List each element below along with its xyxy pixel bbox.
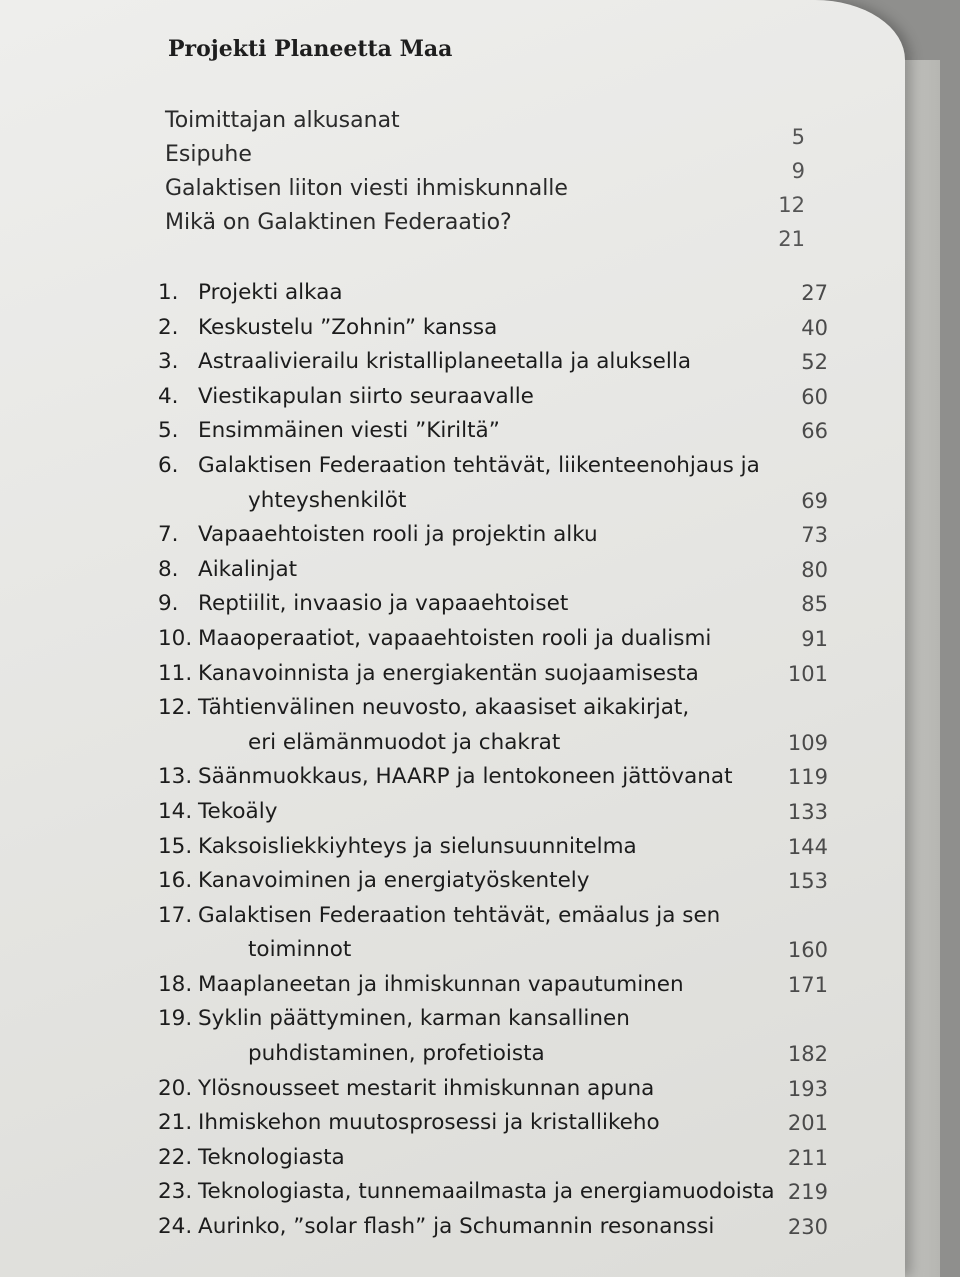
toc-line [158,484,830,519]
front-matter-item [165,206,815,251]
chapter-title: Tekoäly [198,798,278,824]
chapter-page-number: 133 [787,799,828,824]
toc-line [158,449,830,484]
toc-entry [158,380,830,415]
chapter-page-number: 230 [787,1215,828,1240]
toc-entry [158,899,830,968]
toc-line [158,622,830,657]
toc-line [158,311,830,346]
chapter-page-number: 52 [801,350,828,375]
toc-line [158,1037,830,1072]
chapter-title: puhdistaminen, profetioista [248,1041,545,1067]
chapter-title: Aikalinjat [198,556,298,582]
chapter-title: Tähtienvälinen neuvosto, akaasiset aikakirjat, [198,695,690,721]
toc-line [158,414,830,449]
toc-line [158,899,830,934]
toc-entry [158,518,830,553]
chapter-title: Kanavoiminen ja energiatyöskentely [198,868,590,894]
chapter-page-number: 193 [787,1076,828,1101]
toc-line [158,691,830,726]
toc-line [158,380,830,415]
front-matter-page: 5 [791,125,805,149]
chapter-number: 17. [158,902,193,928]
chapter-number: 14. [158,798,193,824]
chapter-number: 3. [158,349,179,375]
toc-entry [158,691,830,760]
chapter-number: 13. [158,764,193,790]
chapter-page-number: 101 [787,661,828,686]
chapter-page-number: 60 [801,384,828,409]
chapter-title: Teknologiasta [198,1144,345,1170]
toc-line [158,276,830,311]
chapter-page-number: 40 [801,315,828,340]
toc-entry [158,657,830,692]
chapter-page-number: 85 [801,592,828,617]
chapter-number: 12. [158,695,193,721]
front-matter-title: Galaktisen liiton viesti ihmiskunnalle [165,176,568,201]
chapter-page-number: 153 [787,869,828,894]
chapter-title: eri elämänmuodot ja chakrat [248,729,561,755]
toc-entry [158,1072,830,1107]
chapter-number: 6. [158,452,179,478]
chapter-title: Astraalivierailu kristalliplaneetalla ja aluksella [198,349,692,375]
chapter-number: 7. [158,522,179,548]
chapter-page-number: 73 [801,523,828,548]
chapter-page-number: 219 [787,1180,828,1205]
chapter-page-number: 66 [801,419,828,444]
chapter-title: Projekti alkaa [198,280,343,305]
chapter-number: 2. [158,314,179,340]
front-matter-item [165,138,815,183]
chapter-title: yhteyshenkilöt [248,487,407,513]
toc-entry [158,795,830,830]
toc-entry [158,449,830,518]
toc-entry [158,276,830,311]
chapter-number: 18. [158,971,193,997]
chapter-title: Säänmuokkaus, HAARP ja lentokoneen jättövanat [198,764,733,790]
toc-line [158,657,830,692]
toc-entry [158,345,830,380]
toc-line [158,1106,830,1141]
chapter-number: 5. [158,418,179,444]
toc-entry [158,1106,830,1141]
chapter-page-number: 160 [787,938,828,963]
toc-entry [158,1002,830,1071]
chapter-title: Ihmiskehon muutosprosessi ja kristallikeho [198,1110,660,1136]
toc-entry [158,864,830,899]
chapter-page-number: 171 [787,972,828,997]
front-matter-item [165,104,815,149]
front-matter-page: 9 [791,159,805,183]
chapter-number: 10. [158,625,193,651]
toc-line [158,587,830,622]
toc-line [158,795,830,830]
chapter-title: Ylösnousseet mestarit ihmiskunnan apuna [198,1075,655,1101]
chapter-page-number: 69 [801,488,828,513]
toc-line [158,726,830,761]
chapter-page-number: 201 [787,1111,828,1136]
toc-line [158,1210,830,1245]
toc-line [158,553,830,588]
toc-line [158,968,830,1003]
chapter-title: Syklin päättyminen, karman kansallinen [198,1006,630,1032]
chapter-list [158,276,830,1245]
chapter-number: 9. [158,591,179,617]
chapter-number: 20. [158,1075,193,1101]
chapter-title: Ensimmäinen viesti ”Kiriltä” [198,418,500,444]
front-matter-page: 21 [778,227,805,251]
chapter-number: 24. [158,1214,193,1240]
chapter-number: 19. [158,1006,193,1032]
toc-entry [158,1210,830,1245]
toc-line [158,1175,830,1210]
chapter-title: Maaoperaatiot, vapaaehtoisten rooli ja dualismi [198,625,712,651]
toc-entry [158,311,830,346]
chapter-page-number: 119 [787,765,828,790]
chapter-title: Reptiilit, invaasio ja vapaaehtoiset [198,591,569,617]
chapter-number: 4. [158,383,179,409]
toc-line [158,1002,830,1037]
chapter-number: 22. [158,1144,193,1170]
chapter-number: 21. [158,1110,193,1136]
chapter-title: Teknologiasta, tunnemaailmasta ja energiamuodoista [198,1179,775,1205]
chapter-page-number: 182 [787,1042,828,1067]
front-matter-title: Toimittajan alkusanat [165,108,400,133]
toc-entry [158,830,830,865]
chapter-title: Kanavoinnista ja energiakentän suojaamisesta [198,660,699,686]
book-title: Projekti Planeetta Maa [168,36,453,62]
chapter-number: 11. [158,660,193,686]
toc-entry [158,1175,830,1210]
chapter-number: 15. [158,833,193,859]
chapter-title: Viestikapulan siirto seuraavalle [198,383,534,409]
chapter-title: toiminnot [248,937,352,963]
chapter-number: 16. [158,868,193,894]
chapter-page-number: 109 [787,730,828,755]
chapter-title: Vapaaehtoisten rooli ja projektin alku [198,522,598,548]
toc-line [158,345,830,380]
chapter-page-number: 144 [787,834,828,859]
chapter-title: Maaplaneetan ja ihmiskunnan vapautuminen [198,971,684,997]
toc-line [158,830,830,865]
front-matter-page: 12 [778,193,805,217]
chapter-title: Galaktisen Federaation tehtävät, liikenteenohjaus ja [198,452,760,478]
chapter-number: 8. [158,556,179,582]
chapter-title: Aurinko, ”solar flash” ja Schumannin resonanssi [198,1214,715,1240]
toc-line [158,1141,830,1176]
chapter-title: Galaktisen Federaation tehtävät, emäalus ja sen [198,902,721,928]
chapter-page-number: 91 [801,626,828,651]
chapter-page-number: 80 [801,557,828,582]
toc-entry [158,622,830,657]
toc-entry [158,587,830,622]
toc-line [158,864,830,899]
toc-entry [158,968,830,1003]
toc-line [158,518,830,553]
chapter-page-number: 27 [801,281,828,305]
front-matter-title: Mikä on Galaktinen Federaatio? [165,210,512,235]
front-matter-item [165,172,815,217]
toc-line [158,1072,830,1107]
toc-line [158,933,830,968]
front-matter-list [165,104,815,251]
toc-entry [158,760,830,795]
toc-entry [158,1141,830,1176]
chapter-number: 23. [158,1179,193,1205]
chapter-number: 1. [158,280,179,305]
toc-line [158,760,830,795]
chapter-page-number: 211 [787,1145,828,1170]
chapter-title: Kaksoisliekkiyhteys ja sielunsuunnitelma [198,833,637,859]
front-matter-title: Esipuhe [165,142,252,167]
chapter-title: Keskustelu ”Zohnin” kanssa [198,314,498,340]
toc-entry [158,414,830,449]
toc-entry [158,553,830,588]
